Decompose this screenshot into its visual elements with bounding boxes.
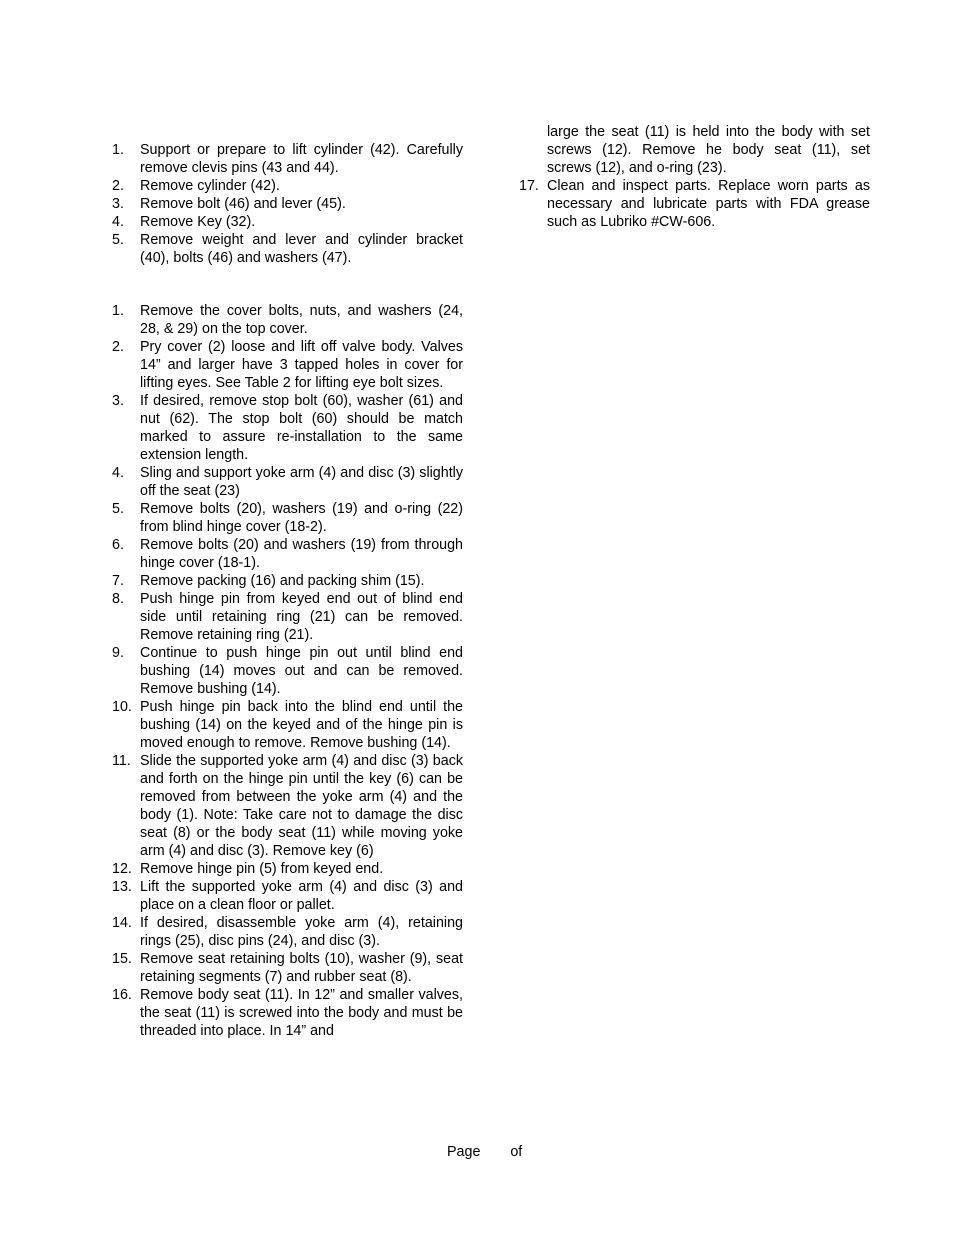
step-text: Pry cover (2) loose and lift off valve body. Valves 14” and larger have 3 tapped holes in cover for lifting eyes. See Table 2 for lifting eye bolt sizes. xyxy=(140,339,463,391)
list-item xyxy=(112,590,463,644)
list-item xyxy=(112,500,463,536)
step-text: If desired, disassemble yoke arm (4), retaining rings (25), disc pins (24), and disc (3). xyxy=(140,915,463,949)
disassembly-steps-actuator xyxy=(112,141,463,267)
list-item xyxy=(112,752,463,860)
step-number: 2. xyxy=(112,178,124,194)
step-text: Sling and support yoke arm (4) and disc (3) slightly off the seat (23) xyxy=(140,465,463,499)
step-text: Remove bolts (20) and washers (19) from through hinge cover (18-1). xyxy=(140,537,463,571)
step-text: Remove bolt (46) and lever (45). xyxy=(140,196,346,212)
step-text: Push hinge pin from keyed end out of blind end side until retaining ring (21) can be removed. Remove retaining ring (21). xyxy=(140,591,463,643)
step-text: Remove cylinder (42). xyxy=(140,178,280,194)
step-text: Remove the cover bolts, nuts, and washers (24, 28, & 29) on the top cover. xyxy=(140,303,463,337)
step-text: Remove hinge pin (5) from keyed end. xyxy=(140,861,384,877)
step-number: 16. xyxy=(112,987,132,1003)
step-number: 7. xyxy=(112,573,124,589)
step-text: If desired, remove stop bolt (60), washer (61) and nut (62). The stop bolt (60) should be match marked to assure re-installation to the same extension length. xyxy=(140,393,463,463)
left-column xyxy=(112,0,463,1040)
step-number: 13. xyxy=(112,879,132,895)
step-number: 1. xyxy=(112,142,124,158)
list-item xyxy=(112,231,463,267)
step-text: Push hinge pin back into the blind end until the bushing (14) on the keyed and of the hinge pin is moved enough to remove. Remove bushing (14). xyxy=(140,699,463,751)
list-item xyxy=(112,986,463,1040)
page-footer xyxy=(447,1143,522,1161)
list-item xyxy=(112,338,463,392)
step-number: 1. xyxy=(112,303,124,319)
list-item xyxy=(112,572,463,590)
step-number: 15. xyxy=(112,951,132,967)
step-number: 6. xyxy=(112,537,124,553)
step-text: Slide the supported yoke arm (4) and disc (3) back and forth on the hinge pin until the key (6) can be removed from between the yoke arm (4) and the body (1). Note: Take care not to damage the disc seat (8) or the body seat (11) while moving yoke arm (4) and disc (3). Remove key (6) xyxy=(140,753,463,859)
step-text: Clean and inspect parts. Replace worn parts as necessary and lubricate parts with FDA grease such as Lubriko #CW-606. xyxy=(547,178,870,230)
step-number: 10. xyxy=(112,699,132,715)
list-item xyxy=(112,950,463,986)
step-number: 9. xyxy=(112,645,124,661)
step-text: Remove bolts (20), washers (19) and o-ring (22) from blind hinge cover (18-2). xyxy=(140,501,463,535)
list-item xyxy=(112,698,463,752)
step-number: 8. xyxy=(112,591,124,607)
step-number: 14. xyxy=(112,915,132,931)
step-text: Remove body seat (11). In 12” and smaller valves, the seat (11) is screwed into the body and must be threaded into place. In 14” and xyxy=(140,987,463,1039)
step-text: Remove packing (16) and packing shim (15). xyxy=(140,573,425,589)
list-item xyxy=(112,392,463,464)
list-item xyxy=(112,177,463,195)
disassembly-steps-valve xyxy=(112,302,463,1040)
step-16-continuation: large the seat (11) is held into the body with set screws (12). Remove he body seat (11), set screws (12), and o-ring (23). xyxy=(547,124,870,176)
list-item xyxy=(112,914,463,950)
list-item xyxy=(112,213,463,231)
right-column xyxy=(519,123,870,231)
page-of-label: of xyxy=(510,1144,523,1160)
step-number: 4. xyxy=(112,214,124,230)
list-item xyxy=(112,860,463,878)
step-text: Lift the supported yoke arm (4) and disc (3) and place on a clean floor or pallet. xyxy=(140,879,463,913)
step-number: 12. xyxy=(112,861,132,877)
step-number: 4. xyxy=(112,465,124,481)
step-text: Continue to push hinge pin out until blind end bushing (14) moves out and can be removed. Remove bushing (14). xyxy=(140,645,463,697)
list-item xyxy=(112,464,463,500)
step-text: Support or prepare to lift cylinder (42). Carefully remove clevis pins (43 and 44). xyxy=(140,142,463,176)
list-item xyxy=(112,644,463,698)
list-item xyxy=(112,195,463,213)
step-text: Remove Key (32). xyxy=(140,214,256,230)
step-number: 2. xyxy=(112,339,124,355)
page-label: Page xyxy=(447,1144,481,1160)
list-item xyxy=(112,878,463,914)
step-number: 3. xyxy=(112,393,124,409)
step-number: 17. xyxy=(519,178,539,194)
step-text: Remove seat retaining bolts (10), washer (9), seat retaining segments (7) and rubber seat (8). xyxy=(140,951,463,985)
step-number: 3. xyxy=(112,196,124,212)
step-number: 5. xyxy=(112,501,124,517)
step-number: 11. xyxy=(112,753,131,769)
list-item-step-17 xyxy=(519,177,870,231)
step-text: Remove weight and lever and cylinder bracket (40), bolts (46) and washers (47). xyxy=(140,232,463,266)
list-item xyxy=(112,302,463,338)
list-item xyxy=(112,141,463,177)
step-number: 5. xyxy=(112,232,124,248)
list-item xyxy=(112,536,463,572)
